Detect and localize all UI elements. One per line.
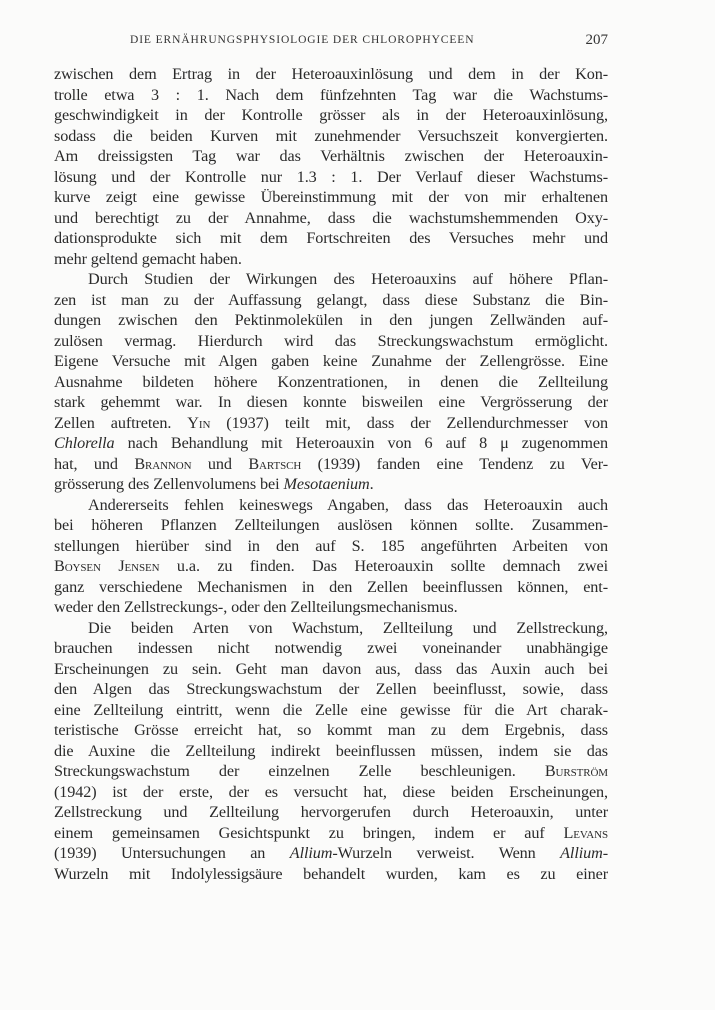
text-run: (1939) Untersuchungen an bbox=[54, 844, 290, 862]
text-line: sodass die beiden Kurven mit zunehmender Versuchszeit konvergierten. bbox=[54, 126, 608, 145]
author-name: Levans bbox=[563, 823, 608, 842]
text-line: trolle etwa 3 : 1. Nach dem fünfzehnten Tag war die Wachstums- bbox=[54, 85, 608, 104]
body-text bbox=[54, 64, 608, 884]
text-line: geschwindigkeit in der Kontrolle grösser als in der Heteroauxinlösung, bbox=[54, 106, 608, 124]
text-line: Andererseits fehlen keineswegs Angaben, dass das Heteroauxin auch bbox=[88, 495, 608, 514]
text-line: Eigene Versuche mit Algen gaben keine Zunahme der Zellengrösse. Eine bbox=[54, 352, 608, 370]
text-line: weder den Zellstreckungs-, oder den Zellteilungsmechanismus. bbox=[54, 598, 458, 616]
paragraph-1 bbox=[54, 64, 608, 269]
genus-name: Allium bbox=[289, 844, 333, 862]
text-line bbox=[54, 556, 608, 577]
text-run: und bbox=[191, 454, 249, 473]
genus-name: Allium- bbox=[560, 844, 608, 862]
text-line: den Algen das Streckungswachstum der Zellen beeinflusst, sowie, dass bbox=[54, 680, 608, 698]
text-run: Zellen auftreten. bbox=[54, 413, 188, 432]
text-line: teristische Grösse erreicht hat, so kommt man zu dem Ergebnis, dass bbox=[54, 721, 608, 739]
text-line: mehr geltend gemacht haben. bbox=[54, 249, 242, 268]
text-line bbox=[54, 474, 608, 495]
text-line bbox=[54, 433, 608, 454]
author-name: Bartsch bbox=[248, 454, 302, 473]
text-run: (1937) teilt mit, dass der Zellendurchmesser von bbox=[210, 413, 608, 432]
text-line: lösung und der Kontrolle nur 1.3 : 1. Der Verlauf dieser Wachstums- bbox=[54, 167, 608, 186]
text-line bbox=[54, 823, 608, 844]
genus-name: Mesotaenium bbox=[283, 475, 370, 493]
text-line: eine Zellteilung eintritt, wenn die Zelle eine gewisse für die Art charak- bbox=[54, 700, 608, 719]
genus-name: Chlorella bbox=[54, 434, 115, 452]
text-line: dungen zwischen den Pektinmolekülen in den jungen Zellwänden auf- bbox=[54, 311, 608, 329]
text-line: Wurzeln mit Indolylessigsäure behandelt wurden, kam es zu einer bbox=[54, 864, 608, 883]
author-name: Brannon bbox=[134, 454, 192, 473]
text-line: Ausnahme bildeten höhere Konzentrationen, in denen die Zellteilung bbox=[54, 372, 608, 391]
text-line: und berechtigt zu der Annahme, dass die wachstumshemmenden Oxy- bbox=[54, 208, 608, 227]
text-line: Zellstreckung und Zellteilung hervorgerufen durch Heteroauxin, unter bbox=[54, 803, 608, 821]
text-run: (1939) fanden eine Tendenz zu Ver- bbox=[301, 454, 608, 473]
text-line: zwischen dem Ertrag in der Heteroauxinlösung und dem in der Kon- bbox=[54, 65, 608, 83]
text-line: brauchen indessen nicht notwendig zwei voneinander unabhängige bbox=[54, 639, 608, 657]
text-line: kurve zeigt eine gewisse Übereinstimmung mit der von mir erhaltenen bbox=[54, 188, 608, 206]
text-line: ganz verschiedene Mechanismen in den Zellen beeinflussen können, ent- bbox=[54, 577, 608, 596]
paragraph-3 bbox=[54, 495, 608, 618]
author-name: Boysen Jensen bbox=[54, 557, 160, 575]
text-run: -Wurzeln verweist. Wenn bbox=[332, 844, 561, 862]
text-line: Am dreissigsten Tag war das Verhältnis zwischen der Heteroauxin- bbox=[54, 147, 608, 165]
text-line bbox=[54, 843, 608, 864]
author-name: Burström bbox=[544, 762, 608, 780]
page-number: 207 bbox=[585, 32, 608, 48]
text-run: hat, und bbox=[54, 454, 135, 473]
text-line bbox=[54, 413, 608, 434]
text-run: u.a. zu finden. Das Heteroauxin sollte demnach zwei bbox=[159, 557, 608, 575]
text-line: stellungen hierüber sind in den auf S. 185 angeführten Arbeiten von bbox=[54, 536, 608, 555]
text-line: Erscheinungen zu sein. Geht man davon aus, dass das Auxin auch bei bbox=[54, 659, 608, 678]
text-run: nach Behandlung mit Heteroauxin von 6 auf 8 μ zugenommen bbox=[114, 434, 608, 452]
paragraph-4 bbox=[54, 618, 608, 885]
page-header bbox=[54, 32, 608, 52]
text-line: zulösen vermag. Hierdurch wird das Streckungswachstum ermöglicht. bbox=[54, 331, 608, 350]
running-title: DIE ERNÄHRUNGSPHYSIOLOGIE DER CHLOROPHYCEEN bbox=[130, 34, 475, 46]
text-line: Die beiden Arten von Wachstum, Zellteilung und Zellstreckung, bbox=[88, 618, 608, 637]
text-run: grösserung des Zellenvolumens bei bbox=[54, 475, 284, 493]
text-run: einem gemeinsamen Gesichtspunkt zu bringen, indem er auf bbox=[54, 823, 564, 842]
text-run: Streckungswachstum der einzelnen Zelle beschleunigen. bbox=[54, 762, 545, 780]
text-line bbox=[54, 761, 608, 782]
text-line: stark gehemmt war. In diesen konnte bisweilen eine Vergrösserung der bbox=[54, 393, 608, 411]
text-run: . bbox=[369, 475, 374, 493]
text-line: (1942) ist der erste, der es versucht hat, diese beiden Erscheinungen, bbox=[54, 782, 608, 801]
text-line: die Auxine die Zellteilung indirekt beeinflussen müssen, indem sie das bbox=[54, 741, 608, 760]
text-line bbox=[54, 454, 608, 475]
author-name: Yin bbox=[187, 413, 211, 432]
paragraph-2 bbox=[54, 269, 608, 495]
text-line: dationsprodukte sich mit dem Fortschreiten des Versuches mehr und bbox=[54, 229, 608, 247]
text-line: zen ist man zu der Auffassung gelangt, dass diese Substanz die Bin- bbox=[54, 290, 608, 309]
text-line: Durch Studien der Wirkungen des Heteroauxins auf höhere Pflan- bbox=[88, 270, 608, 288]
text-line: bei höheren Pflanzen Zellteilungen auslösen können sollte. Zusammen- bbox=[54, 516, 608, 534]
